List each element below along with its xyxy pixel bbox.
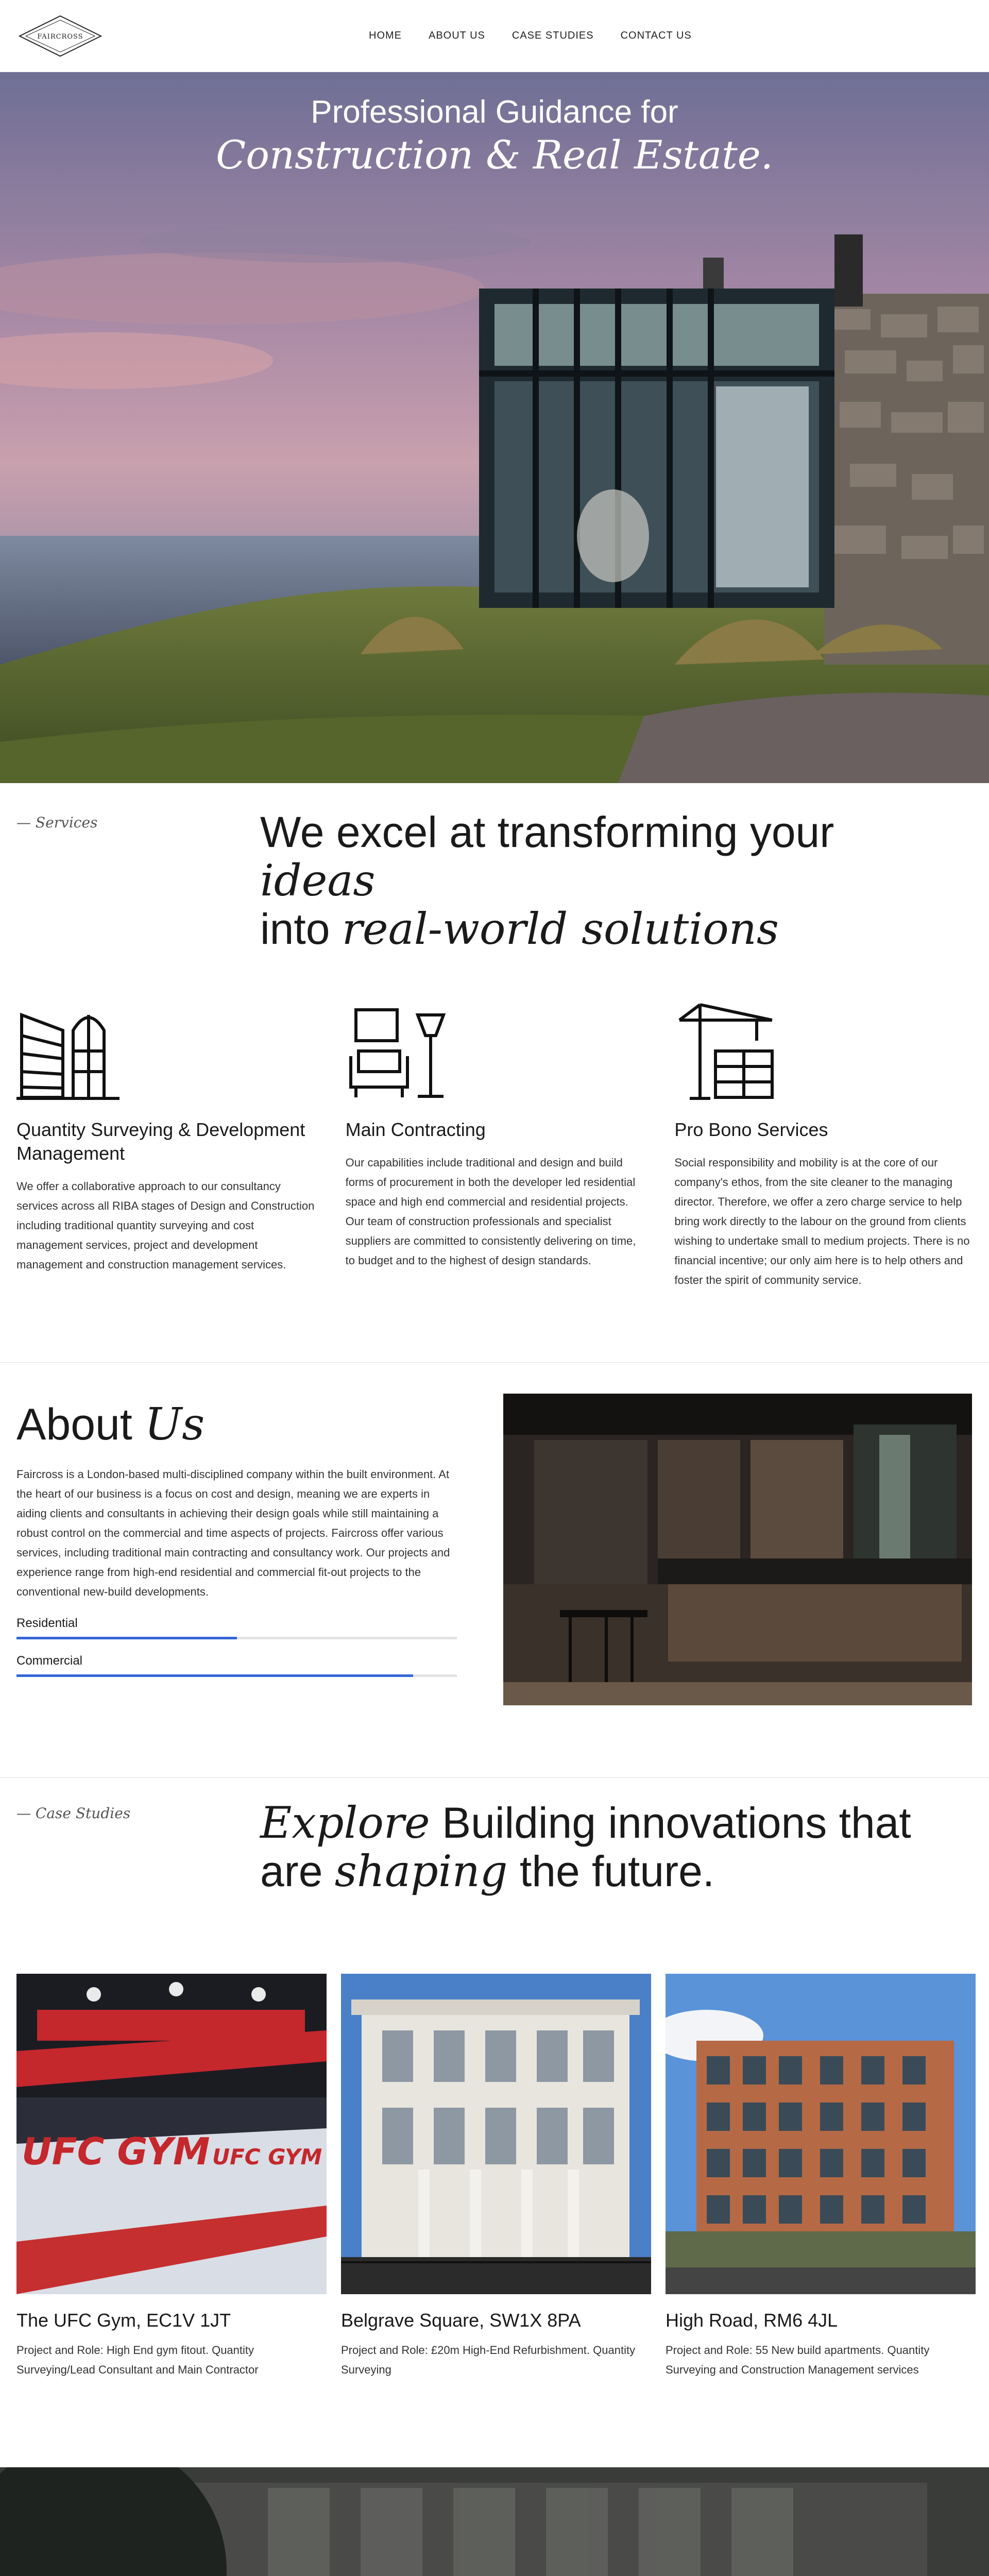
building-elegance-banner <box>0 2467 989 2576</box>
case-study-title: High Road, RM6 4JL <box>666 2310 838 2331</box>
service-title: Main Contracting <box>345 1119 486 1140</box>
about-text: Faircross is a London-based multi-disciplined company within the built environment. At the heart of our business is a focus on cost and design, meaning we are experts in aiding clients and consultants in achieving their design goals while still maintaining a robust control on the commercial and time aspects of projects. Faircross offer various services, including traditional main contracting and consultancy work. Our projects and experience range from high-end residential and commercial fit-out projects to the conventional new-build developments. <box>16 1468 450 1598</box>
case-study-image-high-road <box>666 1974 976 2294</box>
services-label: — Services <box>16 814 98 831</box>
case-study-image-belgrave-square <box>341 1974 651 2294</box>
services-heading-part: We excel at transforming your <box>260 808 834 856</box>
service-title: Pro Bono Services <box>674 1119 828 1140</box>
about-title-italic: Us <box>144 1399 205 1450</box>
nav-case-studies[interactable]: CASE STUDIES <box>511 30 594 41</box>
case-studies-heading <box>260 1799 919 1895</box>
hero-line-2: Construction & Real Estate. <box>216 132 773 178</box>
services-heading-italic: ideas <box>260 855 376 906</box>
case-studies-section <box>0 1778 989 2380</box>
case-study-title: The UFC Gym, EC1V 1JT <box>16 2310 231 2331</box>
cs-heading-part: Building innovations that are <box>260 1799 911 1895</box>
case-study-image-ufc-gym <box>16 1974 327 2294</box>
hero-image <box>0 72 989 783</box>
nav-about-us[interactable]: ABOUT US <box>429 30 485 41</box>
about-section <box>0 1363 989 1777</box>
services-heading <box>260 808 919 953</box>
progress-fill-residential <box>16 1637 237 1639</box>
service-title: Quantity Surveying & Development Management <box>16 1119 305 1164</box>
case-study-card-belgrave-square[interactable] <box>341 1974 651 2380</box>
main-menu <box>369 30 692 42</box>
services-heading-part: into <box>260 905 342 953</box>
hero-line-1: Professional Guidance for <box>311 94 678 130</box>
construction-crane-icon <box>674 999 973 1108</box>
service-card-main-contracting <box>346 999 644 1290</box>
case-study-text: Project and Role: 55 New build apartments. Quantity Surveying and Construction Management services <box>666 2344 930 2376</box>
furniture-interior-icon <box>346 999 644 1108</box>
service-text: We offer a collaborative approach to our consultancy services across all RIBA stages of Design and Construction including traditional quantity surveying and cost management services, project and development management and construction management services. <box>16 1180 315 1271</box>
service-text: Our capabilities include traditional and design and build forms of procurement in both the developer led residential space and high end commercial and residential projects. Our team of construction professionals and specialist suppliers are committed to consistently delivering on time, to budget and to the highest of design standards. <box>345 1156 636 1267</box>
case-study-card-ufc-gym[interactable] <box>16 1974 327 2380</box>
top-navbar <box>0 0 989 72</box>
about-title <box>16 1399 457 1450</box>
about-image-kitchen <box>503 1394 972 1705</box>
nav-home[interactable]: HOME <box>369 30 402 41</box>
ufc-wall-text: UFC GYM <box>22 2130 210 2173</box>
progress-fill-commercial <box>16 1674 413 1677</box>
case-studies-label: — Case Studies <box>16 1805 131 1822</box>
case-study-title: Belgrave Square, SW1X 8PA <box>341 2310 581 2331</box>
case-study-text: Project and Role: £20m High-End Refurbishment. Quantity Surveying <box>341 2344 636 2376</box>
progress-bar-commercial <box>16 1674 457 1677</box>
case-study-text: Project and Role: High End gym fitout. Quantity Surveying/Lead Consultant and Main Contractor <box>16 2344 259 2376</box>
about-title-part: About <box>16 1400 145 1449</box>
cs-heading-italic: shaping <box>334 1846 508 1896</box>
city-buildings-icon <box>16 999 315 1108</box>
service-card-quantity-surveying <box>16 999 315 1290</box>
progress-bar-residential <box>16 1637 457 1639</box>
logo-text: FAIRCROSS <box>37 32 83 41</box>
faircross-logo[interactable] <box>16 13 104 59</box>
services-heading-italic: real-world solutions <box>342 904 779 954</box>
nav-contact-us[interactable]: CONTACT US <box>620 30 692 41</box>
service-card-pro-bono <box>674 999 973 1290</box>
hero-section <box>0 72 989 783</box>
cs-heading-part: the future. <box>507 1847 715 1895</box>
cs-heading-italic: Explore <box>260 1798 430 1848</box>
service-text: Social responsibility and mobility is at the core of our company's ethos, from the site cleaner to the managing director. Therefore, we offer a zero charge service to help bring work directly to the labour on the ground from clients wishing to undertake small to medium projects. There is no financial incentive; our only aim here is to help others and foster the spirit of community service. <box>674 1156 970 1286</box>
hero-headline <box>0 93 989 178</box>
services-section <box>0 783 989 1290</box>
ufc-wall-text: UFC GYM <box>212 2144 322 2170</box>
banner-image <box>0 2467 989 2576</box>
bar-label-commercial: Commercial <box>16 1654 83 1668</box>
bar-label-residential: Residential <box>16 1616 78 1630</box>
case-study-card-high-road[interactable] <box>666 1974 976 2380</box>
